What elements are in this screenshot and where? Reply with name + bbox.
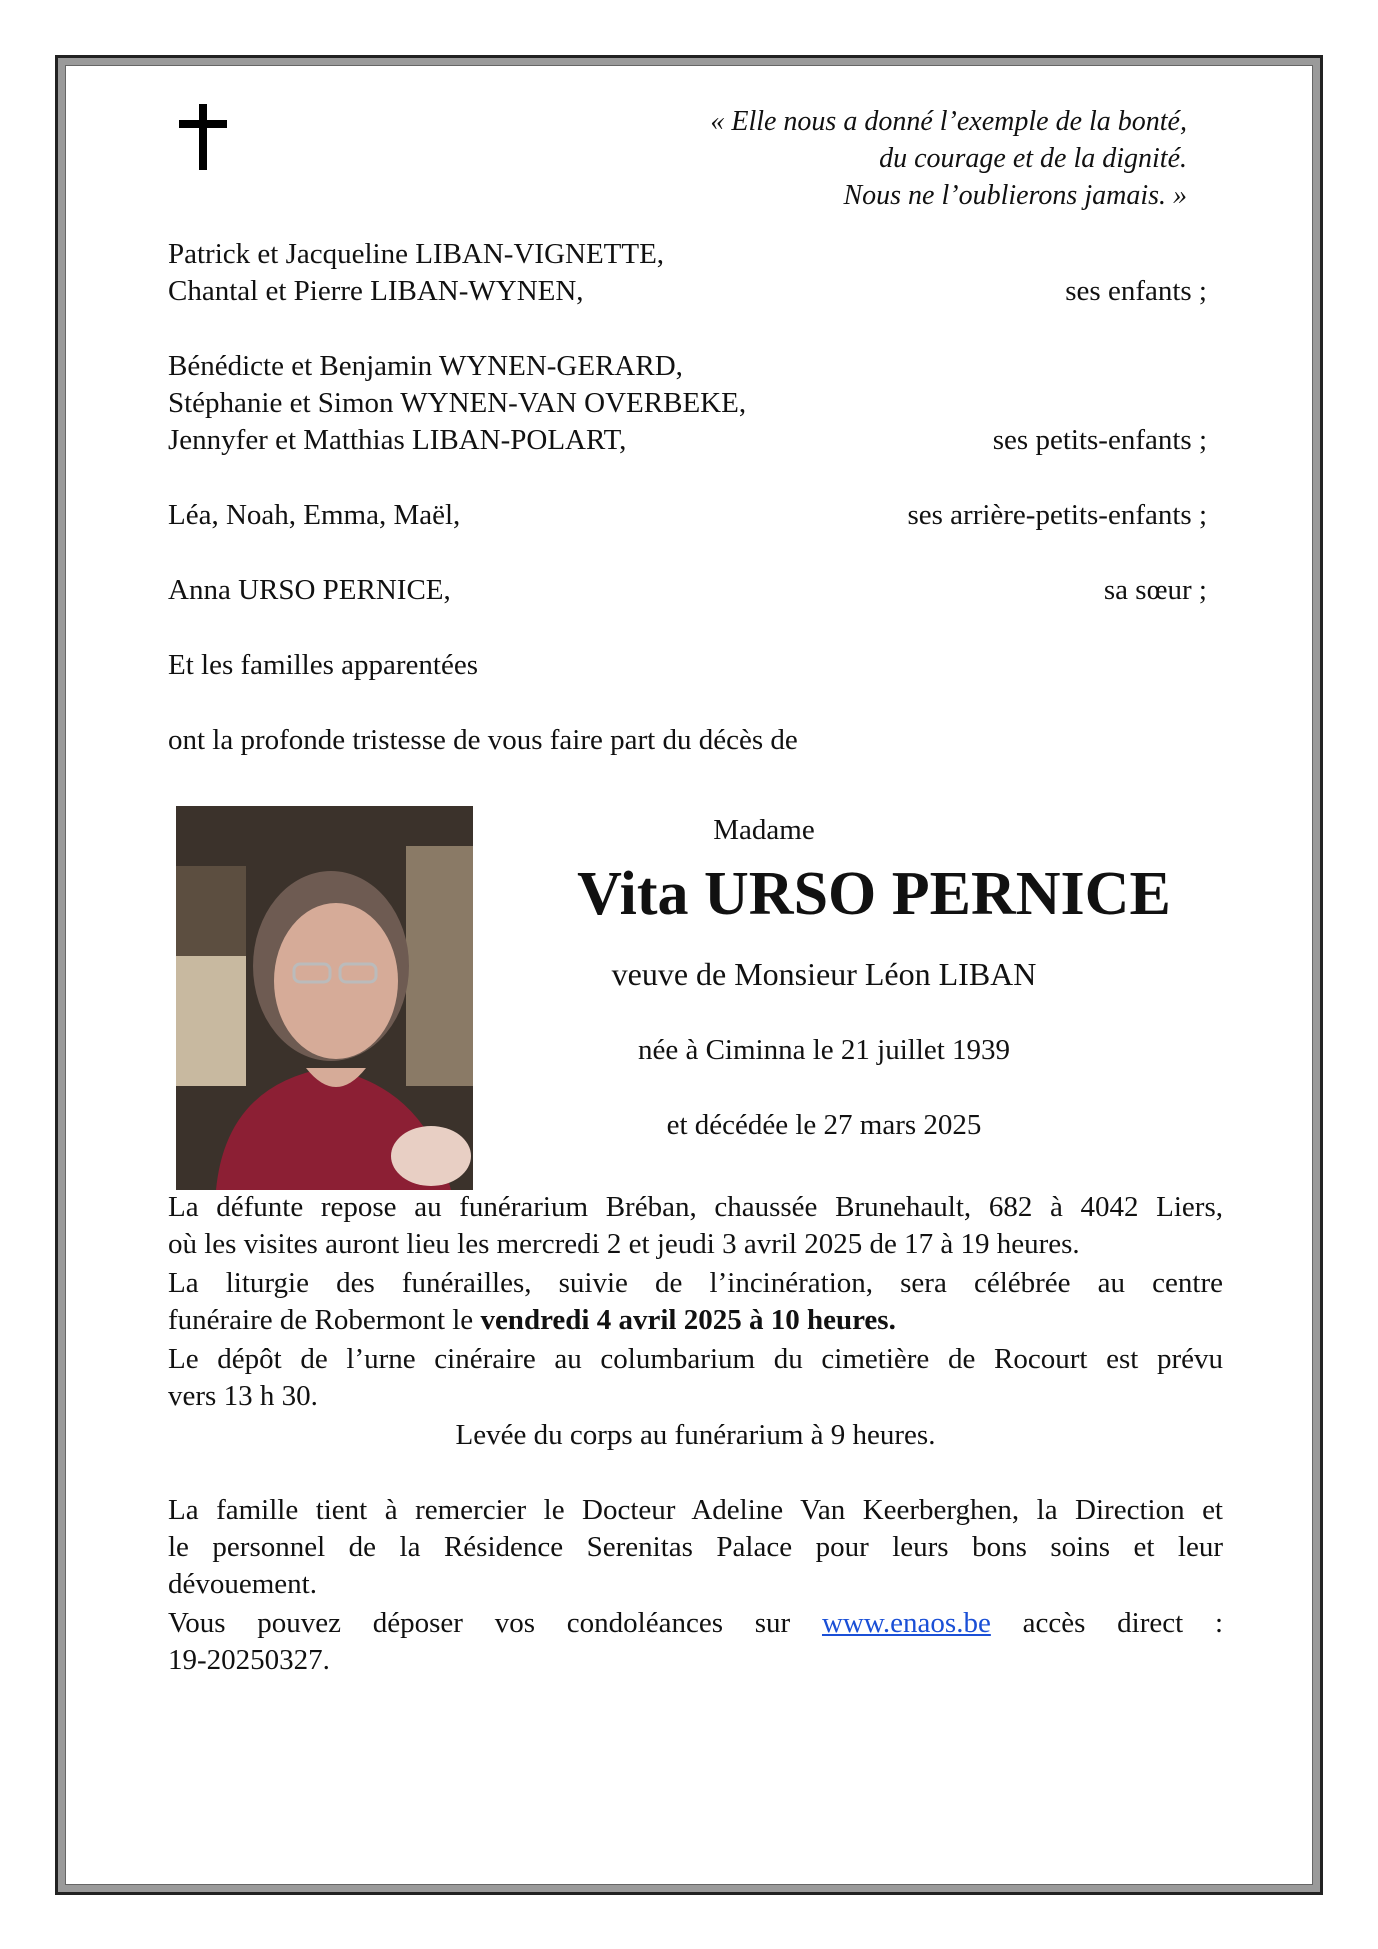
ceremony-date: vendredi 4 avril 2025 à 10 heures. — [480, 1304, 896, 1336]
condolences-paragraph — [168, 1605, 1223, 1679]
condolences-code: 19-20250327. — [168, 1644, 330, 1676]
quote-line: « Elle nous a donné l’exemple de la bonté, — [710, 106, 1187, 137]
liturgy-paragraph — [168, 1265, 1223, 1339]
urn-paragraph — [168, 1341, 1223, 1415]
paragraph-line — [168, 1302, 1223, 1339]
obituary-card — [65, 65, 1313, 1885]
paragraph-line: Le dépôt de l’urne cinéraire au columbarium du cimetière de Rocourt est prévu — [168, 1343, 1223, 1375]
paragraph-line — [168, 1605, 1223, 1642]
paragraph-line: le personnel de la Résidence Serenitas Palace pour leurs bons soins et leur — [168, 1531, 1223, 1563]
condolences-text: Vous pouvez déposer vos condoléances sur — [168, 1607, 791, 1639]
quote-line: du courage et de la dignité. — [879, 143, 1187, 174]
grandchildren-name: Stéphanie et Simon WYNEN-VAN OVERBEKE, — [168, 387, 747, 419]
condolences-text-end: accès direct : — [1022, 1607, 1224, 1639]
great-grandchildren-label: ses arrière-petits-enfants ; — [907, 499, 1207, 531]
children-row — [168, 273, 1207, 310]
paragraph-line: La défunte repose au funérarium Bréban, chaussée Brunehault, 682 à 4042 Liers, — [168, 1191, 1223, 1223]
grandchildren-name: Bénédicte et Benjamin WYNEN-GERARD, — [168, 350, 683, 382]
children-name: Patrick et Jacqueline LIBAN-VIGNETTE, — [168, 238, 665, 270]
paragraph-line: vers 13 h 30. — [168, 1380, 318, 1412]
children-name: Chantal et Pierre LIBAN-WYNEN, — [168, 275, 584, 307]
cross-icon — [179, 104, 227, 170]
levee-text: Levée du corps au funérarium à 9 heures. — [455, 1419, 936, 1451]
families-text: Et les familles apparentées — [168, 649, 479, 681]
page-border — [55, 55, 1323, 1895]
honorific: Madame — [713, 814, 815, 846]
portrait-illustration — [176, 806, 473, 1190]
repose-paragraph — [168, 1189, 1223, 1263]
epigraph-quote — [710, 103, 1187, 214]
paragraph-line: La liturgie des funérailles, suivie de l’incinération, sera célébrée au centre — [168, 1267, 1223, 1299]
widow-of: veuve de Monsieur Léon LIBAN — [611, 956, 1037, 992]
enaos-link[interactable]: www.enaos.be — [821, 1607, 991, 1639]
death-info: et décédée le 27 mars 2025 — [666, 1109, 982, 1141]
great-grandchildren-names: Léa, Noah, Emma, Maël, — [168, 499, 461, 531]
thanks-paragraph — [168, 1492, 1223, 1603]
paragraph-line: La famille tient à remercier le Docteur Adeline Van Keerberghen, la Direction et — [168, 1494, 1223, 1526]
deceased-name: Vita URSO PERNICE — [577, 860, 1171, 928]
paragraph-line: dévouement. — [168, 1568, 317, 1600]
sister-label: sa sœur ; — [1103, 574, 1207, 606]
sister-row — [168, 572, 1207, 609]
portrait-photo — [176, 806, 473, 1190]
great-grandchildren-row — [168, 497, 1207, 534]
quote-line: Nous ne l’oublierons jamais. » — [843, 180, 1187, 211]
paragraph-line: où les visites auront lieu les mercredi 2 et jeudi 3 avril 2025 de 17 à 19 heures. — [168, 1228, 1080, 1260]
grandchildren-label: ses petits-enfants ; — [992, 424, 1207, 456]
grandchildren-name: Jennyfer et Matthias LIBAN-POLART, — [168, 424, 627, 456]
birth-info: née à Ciminna le 21 juillet 1939 — [637, 1034, 1011, 1066]
children-label: ses enfants ; — [1065, 275, 1207, 307]
sister-name: Anna URSO PERNICE, — [168, 574, 451, 606]
grandchildren-row — [168, 422, 1207, 459]
announcement-text: ont la profonde tristesse de vous faire part du décès de — [168, 724, 798, 756]
liturgy-text: funéraire de Robermont le — [168, 1304, 481, 1336]
